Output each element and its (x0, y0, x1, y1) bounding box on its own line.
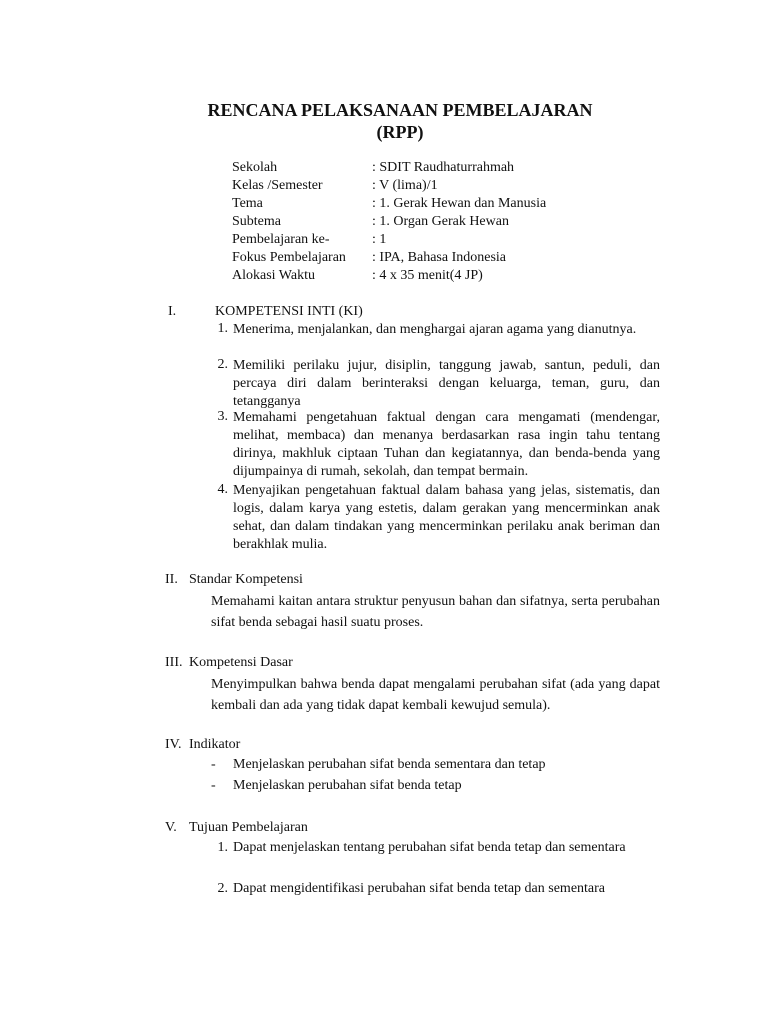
list-number: 4. (217, 482, 228, 497)
list-number: 3. (217, 409, 228, 424)
section-title: Standar Kompetensi (189, 572, 303, 587)
tujuan-item (208, 878, 660, 899)
info-label: Tema (232, 196, 263, 211)
info-label: Sekolah (232, 160, 278, 175)
list-text: Menerima, menjalankan, dan menghargai ajaran agama yang dianutnya. (233, 322, 637, 337)
list-number: 1. (217, 840, 228, 855)
section-title: KOMPETENSI INTI (KI) (215, 304, 363, 319)
dash-text: Menjelaskan perubahan sifat benda sementara dan tetap (233, 757, 546, 772)
info-value: : SDIT Raudhaturrahmah (372, 160, 515, 175)
list-text: Memiliki perilaku jujur, disiplin, tanggung jawab, santun, peduli, dan percaya diri dalam berinteraksi dengan keluarga, teman, guru, dan tetangganya (233, 358, 660, 409)
dash-text: Menjelaskan perubahan sifat benda tetap (233, 778, 462, 793)
list-number: 2. (217, 357, 228, 372)
tujuan-item (208, 837, 660, 858)
section-number: II. (165, 572, 178, 587)
ki-item (208, 357, 660, 411)
info-value: : 1. Gerak Hewan dan Manusia (372, 196, 547, 211)
list-text: Memahami pengetahuan faktual dengan cara mengamati (mendengar, melihat, membaca) dan menanya berdasarkan rasa ingin tahu tentang dirinya, makhluk ciptaan Tuhan dan kegiatannya, dan benda-benda yang dijumpainya di rumah, sekolah, dan tempat bermain. (233, 410, 660, 479)
info-value: : 1 (372, 232, 387, 247)
dash-bullet: - (211, 778, 216, 793)
info-label: Pembelajaran ke- (232, 232, 330, 247)
document-subtitle: (RPP) (376, 122, 424, 142)
ki-item (208, 321, 660, 339)
info-value: : 4 x 35 menit(4 JP) (372, 268, 483, 283)
sk-paragraph: Memahami kaitan antara struktur penyusun bahan dan sifatnya, serta perubahan sifat benda sebagai hasil suatu proses. (211, 594, 660, 630)
info-value: : 1. Organ Gerak Hewan (372, 214, 509, 229)
info-label: Fokus Pembelajaran (232, 250, 346, 265)
ki-item (208, 409, 660, 481)
info-label: Kelas /Semester (232, 178, 323, 193)
section-number: I. (168, 304, 177, 319)
ki-item (208, 482, 660, 554)
section-title: Indikator (189, 737, 241, 752)
info-label: Subtema (232, 214, 281, 229)
list-text: Dapat mengidentifikasi perubahan sifat benda tetap dan sementara (233, 881, 606, 896)
list-number: 1. (217, 321, 228, 336)
section-title: Kompetensi Dasar (189, 655, 293, 670)
info-value: : IPA, Bahasa Indonesia (372, 250, 507, 265)
section-number: V. (165, 820, 177, 835)
info-label: Alokasi Waktu (232, 268, 315, 283)
info-value: : V (lima)/1 (372, 178, 438, 193)
list-text: Dapat menjelaskan tentang perubahan sifat benda tetap dan sementara (233, 840, 626, 855)
document-title: RENCANA PELAKSANAAN PEMBELAJARAN (207, 100, 593, 120)
list-number: 2. (217, 881, 228, 896)
kd-paragraph: Menyimpulkan bahwa benda dapat mengalami perubahan sifat (ada yang dapat kembali dan ada yang tidak dapat kembali kewujud semula). (211, 677, 660, 713)
list-text: Menyajikan pengetahuan faktual dalam bahasa yang jelas, sistematis, dan logis, dalam karya yang estetis, dalam gerakan yang mencerminkan anak sehat, dan dalam tindakan yang mencerminkan perilaku anak beriman dan berakhlak mulia. (233, 483, 660, 552)
section-number: III. (165, 655, 183, 670)
dash-bullet: - (211, 757, 216, 772)
section-number: IV. (165, 737, 182, 752)
section-title: Tujuan Pembelajaran (189, 820, 308, 835)
